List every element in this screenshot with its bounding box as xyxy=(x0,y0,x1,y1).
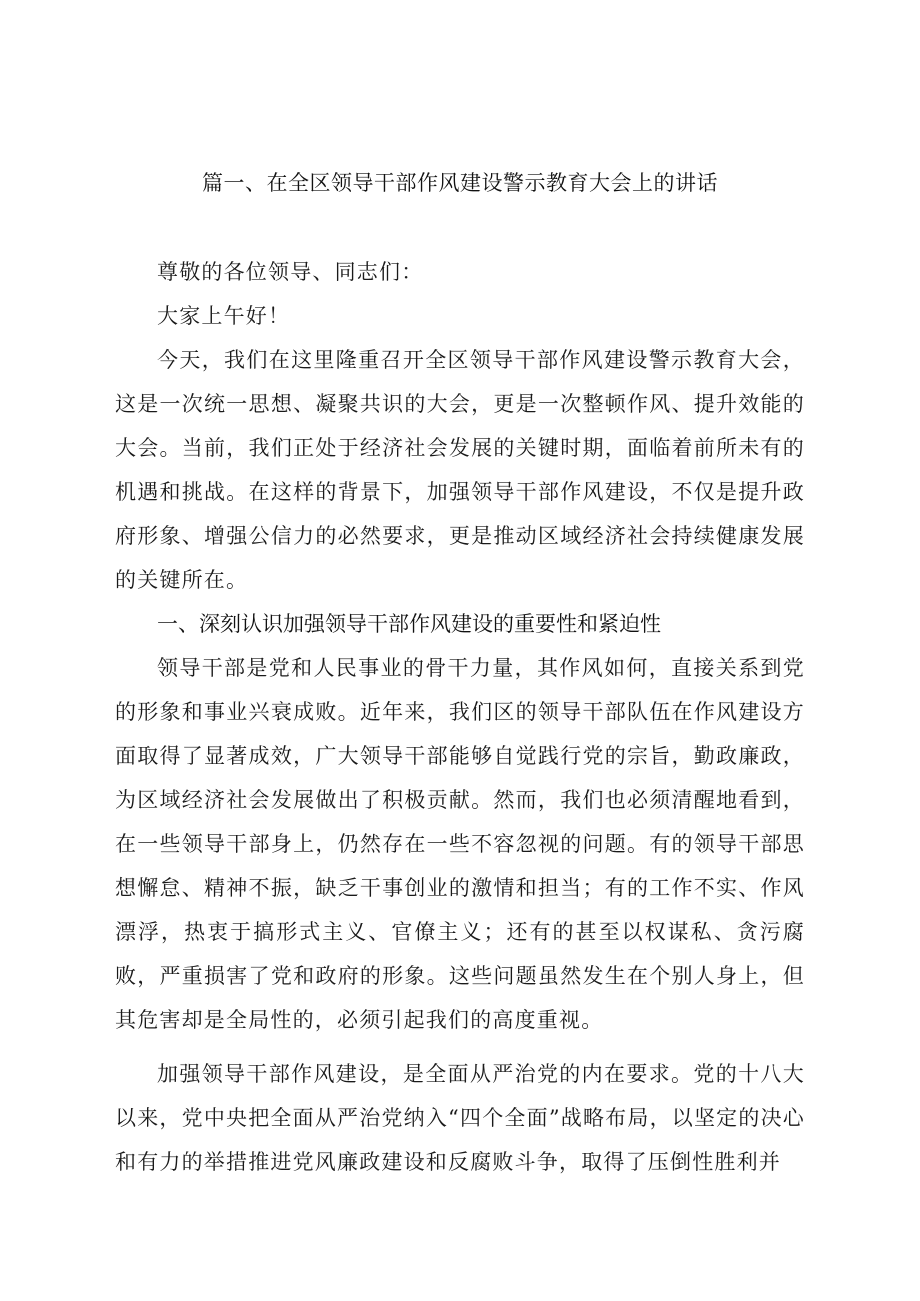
salutation: 尊敬的各位领导、同志们： xyxy=(157,260,424,284)
document-body xyxy=(115,250,805,1184)
document-title: 篇一、在全区领导干部作风建设警示教育大会上的讲话 xyxy=(202,171,718,195)
paragraph: 今天，我们在这里隆重召开全区领导干部作风建设警示教育大会，这是一次统一思想、凝聚共识的大会，更是一次整顿作风、提升效能的大会。当前，我们正处于经济社会发展的关键时期，面临着前所未有的机遇和挑战。在这样的背景下，加强领导干部作风建设，不仅是提升政府形象、增强公信力的必然要求，更是推动区域经济社会持续健康发展的关键所在。 xyxy=(115,348,805,592)
section-heading: 一、深刻认识加强领导干部作风建设的重要性和紧迫性 xyxy=(157,612,661,636)
paragraph: 加强领导干部作风建设，是全面从严治党的内在要求。党的十八大以来，党中央把全面从严治党纳入“四个全面”战略布局，以坚定的决心和有力的举措推进党风廉政建设和反腐败斗争，取得了压倒性胜利并 xyxy=(115,1062,805,1174)
greeting: 大家上午好！ xyxy=(157,304,291,328)
paragraph: 领导干部是党和人民事业的骨干力量，其作风如何，直接关系到党的形象和事业兴衰成败。近年来，我们区的领导干部队伍在作风建设方面取得了显著成效，广大领导干部能够自觉践行党的宗旨，勤政廉政，为区域经济社会发展做出了积极贡献。然而，我们也必须清醒地看到，在一些领导干部身上，仍然存在一些不容忽视的问题。有的领导干部思想懈怠、精神不振，缺乏干事创业的激情和担当；有的工作不实、作风漂浮，热衷于搞形式主义、官僚主义；还有的甚至以权谋私、贪污腐败，严重损害了党和政府的形象。这些问题虽然发生在个别人身上，但其危害却是全局性的，必须引起我们的高度重视。 xyxy=(115,656,805,1032)
